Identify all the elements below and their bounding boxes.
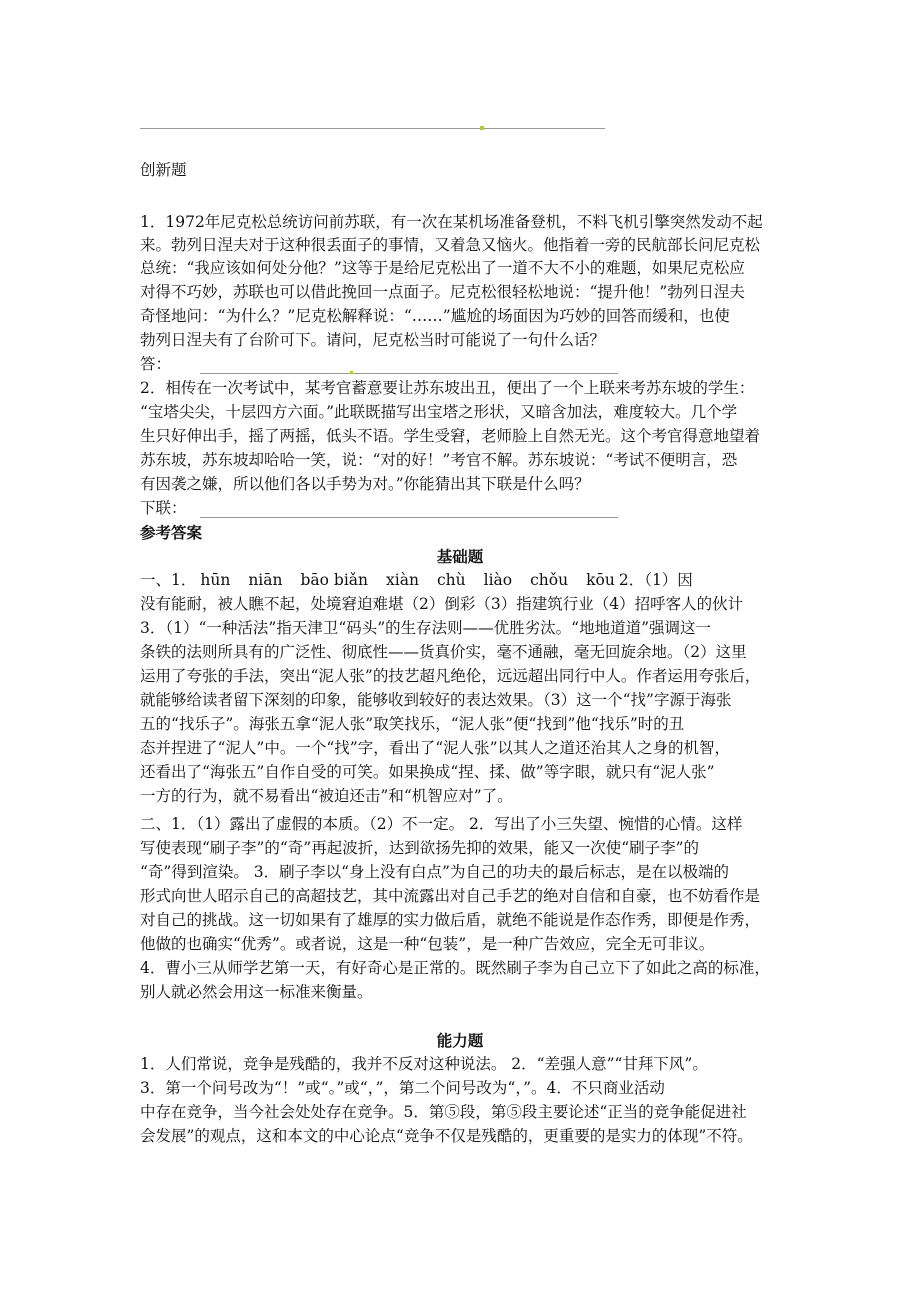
- basic-pinyin-line: [140, 570, 780, 591]
- pinyin-item: chù: [436, 571, 466, 589]
- section-title: 创新题: [140, 161, 187, 179]
- q2-line: 苏东坡，苏东坡却哈哈一笑，说：“对的好！”考官不解。苏东坡说：“考试不便明言，恐: [140, 451, 738, 469]
- q1-line: 奇怪地问：“为什么？”尼克松解释说：“……”尴尬的场面因为巧妙的回答而缓和，也使: [140, 307, 730, 325]
- q1-answer-label: 答：: [140, 355, 172, 373]
- pinyin-item: bāo biǎn: [300, 571, 369, 589]
- q1-answer-blank[interactable]: [200, 373, 618, 374]
- ability-answer-line: 会发展”的观点，这和本文的中心论点“竞争不仅是残酷的，更重要的是实力的体现”不符。: [140, 1127, 753, 1145]
- basic-section-title: 基础题: [436, 547, 484, 566]
- q2-line: 生只好伸出手，摇了两摇，低头不语。学生受窘，老师脸上自然无光。这个考官得意地望着: [140, 427, 761, 445]
- q2-line: 2．相传在一次考试中，某考官蓄意要让苏东坡出丑，便出了一个上联来考苏东坡的学生：: [140, 379, 755, 397]
- pinyin-suffix: 2．（1）因: [618, 571, 693, 589]
- q2-line: 有因袭之嫌，所以他们各以手势为对。”你能猜出其下联是什么吗？: [140, 475, 590, 493]
- ability-answer-line: 中存在竞争，当今社会处处存在竞争。5．第⑤段，第⑤段主要论述“正当的竞争能促进社: [140, 1103, 747, 1121]
- q1-line: 来。勃列日涅夫对于这种很丢面子的事情，又着急又恼火。他指着一旁的民航部长问尼克松: [140, 236, 761, 254]
- q2-line: “宝塔尖尖，十层四方六面。”此联既描写出宝塔之形状，又暗含加法，难度较大。几个学: [140, 403, 738, 421]
- q1-line: 对得不巧妙，苏联也可以借此挽回一点面子。尼克松很轻松地说：“提升他！”勃列日涅夫: [140, 283, 745, 301]
- pinyin-prefix: 一、1．: [140, 571, 197, 589]
- header-rule: [140, 128, 605, 129]
- basic-answer-line: 条铁的法则所具有的广泛性、彻底性——货真价实，毫不通融，毫无回旋余地。（2）这里: [140, 643, 747, 661]
- pinyin-item: xiàn: [386, 571, 419, 589]
- basic-answer-line: 写使表现“刷子李”的“奇”再起波折，达到欲扬先抑的效果，能又一次使“刷子李”的: [140, 839, 700, 857]
- basic-answer-line: 4．曹小三从师学艺第一天，有好奇心是正常的。既然刷子李为自己立下了如此之高的标准，: [140, 959, 770, 977]
- speck-mark: [480, 126, 484, 130]
- basic-answer-line: 二、1．（1）露出了虚假的本质。（2）不一定。 2．写出了小三失望、惋惜的心情。这样: [140, 815, 743, 833]
- basic-answer-line: 运用了夸张的手法，突出“泥人张”的技艺超凡绝伦，远远超出同行中人。作者运用夸张后，: [140, 667, 761, 685]
- q1-line: 1．1972年尼克松总统访问前苏联，有一次在某机场准备登机，不料飞机引擎突然发动不起: [140, 213, 763, 231]
- basic-answer-line: 对自己的挑战。这一切如果有了雄厚的实力做后盾，就绝不能说是作态作秀，即便是作秀，: [140, 911, 761, 929]
- pinyin-item: liào: [483, 571, 513, 589]
- basic-answer-line: 五的“找乐子”。海张五拿“泥人张”取笑找乐，“泥人张”便“找到”他“找乐”时的丑: [140, 715, 685, 733]
- basic-answer-line: “奇”得到渲染。 3．刷子李以“身上没有白点”为自己的功夫的最后标志，是在以极端的: [140, 863, 729, 881]
- ability-answer-line: 1．人们常说，竞争是残酷的，我并不反对这种说法。 2．“差强人意”“甘拜下风”。: [140, 1055, 708, 1073]
- ability-answer-line: 3．第一个问号改为“！”或“。”或“，”，第二个问号改为“，”。4．不只商业活动: [140, 1079, 665, 1097]
- answers-title: 参考答案: [140, 523, 203, 542]
- speck-mark: [350, 371, 353, 374]
- basic-answer-line: 态并捏进了“泥人”中。一个“找”字，看出了“泥人张”以其人之道还治其人之身的机智，: [140, 739, 731, 757]
- q1-line: 勃列日涅夫有了台阶可下。请问，尼克松当时可能说了一句什么话？: [140, 331, 606, 349]
- ability-section-title: 能力题: [436, 1031, 484, 1050]
- q2-answer-blank[interactable]: [200, 517, 618, 518]
- basic-answer-line: 形式向世人昭示自己的高超技艺，其中流露出对自己手艺的绝对自信和自豪，也不妨看作是: [140, 887, 761, 905]
- basic-answer-line: 还看出了“海张五”自作自受的可笑。如果换成“捏、揉、做”等字眼，就只有“泥人张”: [140, 763, 715, 781]
- pinyin-item: chǒu: [530, 571, 569, 589]
- q1-line: 总统：“我应该如何处分他？”这等于是给尼克松出了一道不大不小的难题，如果尼克松应: [140, 259, 745, 277]
- pinyin-item: hūn: [200, 571, 231, 589]
- pinyin-item: niān: [248, 571, 283, 589]
- basic-answer-line: 别人就必然会用这一标准来衡量。: [140, 983, 373, 1001]
- pinyin-item: kōu: [586, 571, 615, 589]
- basic-answer-line: 一方的行为，就不易看出“被迫还击”和“机智应对”了。: [140, 787, 513, 805]
- basic-answer-line: 他做的也确实“优秀”。或者说，这是一种“包装”，是一种广告效应，完全无可非议。: [140, 935, 715, 953]
- basic-answer-line: 没有能耐，被人瞧不起，处境窘迫难堪（2）倒彩（3）指建筑行业（4）招呼客人的伙计: [140, 595, 744, 613]
- basic-answer-line: 3．（1）“一种活法”指天津卫“码头”的生存法则——优胜劣汰。“地地道道”强调这一: [140, 619, 712, 637]
- q2-answer-label: 下联：: [140, 499, 187, 517]
- basic-answer-line: 就能够给读者留下深刻的印象，能够收到较好的表达效果。（3）这一个“找”字源于海张: [140, 691, 732, 709]
